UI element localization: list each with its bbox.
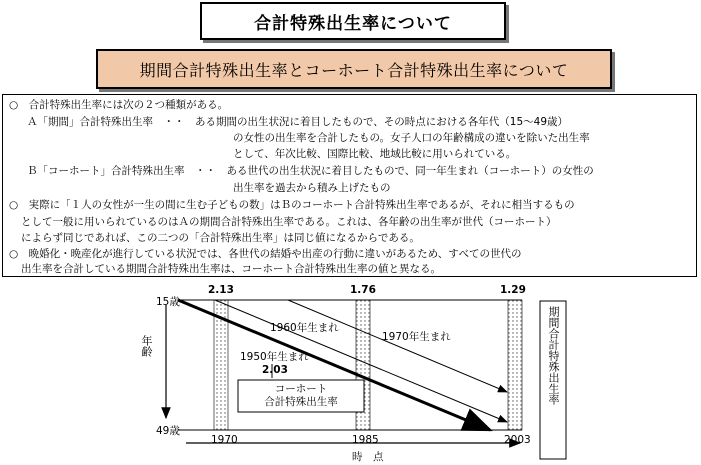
desc-line: Ｂ「コーホート」合計特殊出生率 ・・ ある世代の出生状況に着目したもので、同一年生まれ（コーホート）の女性の: [27, 165, 594, 177]
desc-line: として一般に用いられているのはＡの期間合計特殊出生率である。これは、各年齢の出生率が世代（コーホート）: [21, 216, 557, 228]
desc-line: ○ 合計特殊出生率には次の２つ種類がある。: [9, 99, 229, 111]
period-value-1970: 2.13: [208, 284, 234, 296]
desc-line: ○ 晩婚化・晩産化が進行している状況では、各世代の結婚や出産の行動に違いがあるため、すべての世代の: [9, 248, 522, 260]
period-rate-label: 期間合計特殊出生率: [547, 306, 560, 405]
cohort-value: 2.03: [262, 364, 288, 376]
desc-line: によらず同じであれば、この二つの「合計特殊出生率」は同じ値になるからである。: [21, 232, 420, 244]
cohort-1970-arrow: [288, 300, 507, 392]
period-column-2003: [508, 300, 522, 430]
desc-line: として、年次比較、国際比較、地域比較に用いられている。: [233, 148, 517, 160]
desc-line: 出生率を合計している期間合計特殊出生率は、コーホート合計特殊出生率の値と異なる。: [21, 263, 441, 275]
year-1985-label: 1985: [352, 434, 379, 446]
page-title: 合計特殊出生率について: [200, 2, 506, 40]
desc-line: の女性の出生率を合計したもの。女子人口の年齢構成の違いを除いた出生率: [233, 132, 590, 144]
age-15-label: 15歳: [156, 296, 180, 308]
x-axis-label: 時 点: [352, 451, 384, 463]
cohort-box-line-2: 合計特殊出生率: [264, 396, 338, 408]
cohort-box-line-1: コーホート: [274, 383, 328, 395]
desc-line: Ａ「期間」合計特殊出生率 ・・ ある期間の出生状況に着目したもので、その時点における各年代（15～49歳）: [27, 116, 569, 128]
y-axis-label: 年齢: [140, 335, 153, 357]
desc-line: 出生率を過去から積み上げたもの: [233, 182, 391, 194]
year-1970-label: 1970: [211, 434, 238, 446]
period-value-1985: 1.76: [350, 284, 376, 296]
cohort-1960-label: 1960年生まれ: [270, 322, 339, 334]
page-subtitle: 期間合計特殊出生率とコーホート合計特殊出生率について: [96, 49, 612, 89]
year-2003-label: 2003: [504, 434, 531, 446]
age-49-label: 49歳: [156, 425, 180, 437]
cohort-1970-label: 1970年生まれ: [382, 331, 451, 343]
desc-line: ○ 実際に「１人の女性が一生の間に生む子どもの数」はＢのコーホート合計特殊出生率であるが、それに相当するもの: [9, 199, 575, 211]
cohort-1950-label: 1950年生まれ: [240, 351, 309, 363]
period-value-2003: 1.29: [500, 284, 526, 296]
